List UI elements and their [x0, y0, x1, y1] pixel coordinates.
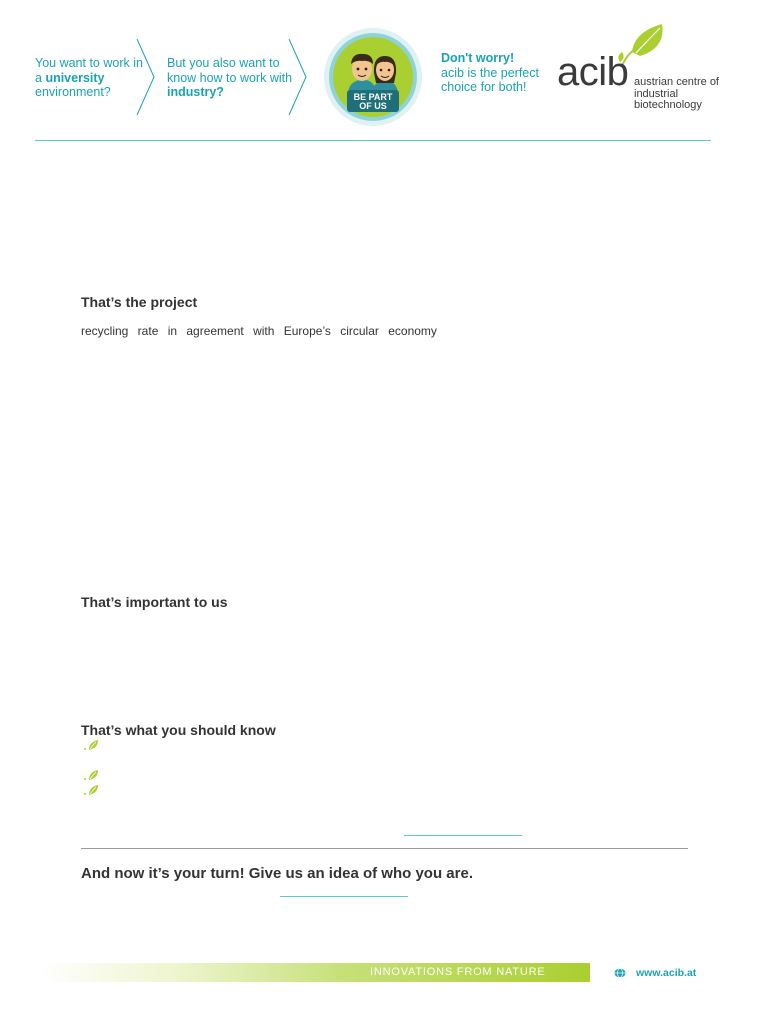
section-heading-project: That’s the project — [81, 294, 198, 310]
footer-arrow-icon — [580, 963, 590, 981]
page-header — [0, 0, 768, 140]
badge-line-1: BE PART — [353, 92, 393, 102]
section-divider — [81, 848, 688, 849]
logo-wordmark: acib — [557, 50, 629, 94]
leaf-bullet-icon — [83, 784, 99, 796]
accent-line — [404, 835, 522, 836]
section-heading-your-turn: And now it’s your turn! Give us an idea of who you are. — [81, 865, 473, 882]
globe-icon — [614, 968, 626, 978]
header-answer: Don't worry! acib is the perfect choice for both! — [441, 51, 539, 94]
be-part-of-us-badge — [320, 27, 426, 127]
header-question-industry: But you also want to know how to work with industry? — [167, 56, 293, 99]
logo-subtitle: austrian centre of industrial biotechnology — [634, 76, 719, 111]
header-divider — [35, 140, 711, 141]
header-question-university: You want to work in a university environment? — [35, 56, 143, 99]
section-heading-important: That’s important to us — [81, 594, 228, 610]
badge-line-2: OF US — [359, 101, 387, 111]
chevron-right-icon — [287, 37, 309, 117]
chevron-right-icon — [135, 37, 157, 117]
section-heading-know: That’s what you should know — [81, 722, 276, 738]
website-link[interactable]: www.acib.at — [636, 967, 697, 979]
accent-line — [280, 896, 408, 897]
footer-slogan: INNOVATIONS FROM NATURE — [370, 966, 546, 978]
project-description: recycling rate in agreement with Europe’s circular economy — [81, 324, 437, 338]
acib-logo — [555, 22, 725, 114]
leaf-bullet-icon — [83, 769, 99, 781]
leaf-bullet-icon — [83, 739, 99, 751]
